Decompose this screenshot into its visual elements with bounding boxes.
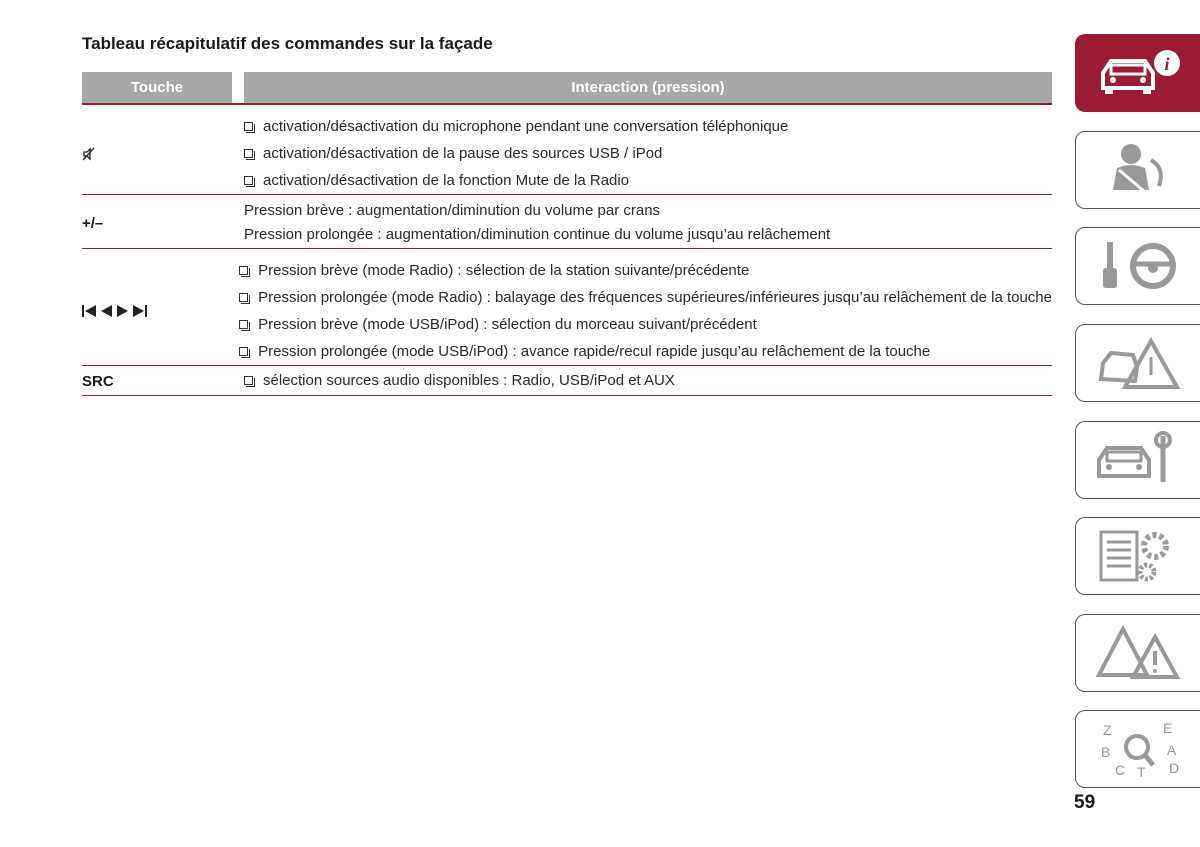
table-row <box>82 366 1052 396</box>
table-row <box>82 105 1052 195</box>
key-cell <box>82 257 239 365</box>
action-cell <box>239 257 1052 365</box>
tab-car-info[interactable] <box>1075 34 1200 112</box>
list-item: Pression prolongée : augmentation/diminution continue du volume jusqu’au relâchement <box>244 225 831 243</box>
tab-starting[interactable] <box>1075 227 1200 305</box>
page-number: 59 <box>1074 792 1096 813</box>
list-item: Pression prolongée (mode USB/iPod) : avance rapide/recul rapide jusqu’au relâchement de la touche <box>239 338 1052 365</box>
svg-text:B: B <box>1101 744 1111 760</box>
page-title: Tableau récapitulatif des commandes sur la façade <box>82 34 493 53</box>
list-item: Pression brève : augmentation/diminution du volume par crans <box>244 201 661 219</box>
svg-text:D: D <box>1169 760 1180 776</box>
list-item: activation/désactivation de la fonction Mute de la Radio <box>244 167 1052 194</box>
car-info-icon <box>1093 43 1183 103</box>
seatbelt-airbag-icon <box>1093 140 1183 200</box>
controls-table <box>82 72 1052 396</box>
list-item: Pression brève (mode USB/iPod) : sélection du morceau suivant/précédent <box>239 311 1052 338</box>
alphabetical-index-icon <box>1093 719 1183 779</box>
table-row <box>82 195 1052 249</box>
list-item: Pression prolongée (mode Radio) : balayage des fréquences supérieures/inférieures jusqu’au relâchement de la touche <box>239 284 1052 311</box>
key-cell <box>82 113 244 194</box>
key-cell: SRC <box>82 372 114 390</box>
header-key: Touche <box>82 72 232 105</box>
svg-text:T: T <box>1137 764 1146 779</box>
svg-text:E: E <box>1163 720 1173 736</box>
list-item: sélection sources audio disponibles : Radio, USB/iPod et AUX <box>244 367 1052 394</box>
tab-safety[interactable] <box>1075 131 1200 209</box>
key-steering-wheel-icon <box>1093 236 1183 296</box>
list-item: activation/désactivation du microphone pendant une conversation téléphonique <box>244 113 1052 140</box>
tab-warnings[interactable] <box>1075 614 1200 692</box>
list-item: activation/désactivation de la pause des sources USB / iPod <box>244 140 1052 167</box>
svg-text:i: i <box>1164 54 1170 74</box>
warning-triangle-icon <box>1093 623 1183 683</box>
tab-technical[interactable] <box>1075 517 1200 595</box>
action-cell <box>244 113 1052 194</box>
svg-text:A: A <box>1167 742 1177 758</box>
key-cell: +/– <box>82 214 104 232</box>
microphone-mute-icon <box>82 147 96 161</box>
svg-text:Z: Z <box>1103 722 1112 738</box>
checkbox-bullet-icon <box>244 176 253 185</box>
checkbox-bullet-icon <box>239 266 248 275</box>
car-maintenance-icon <box>1093 430 1183 490</box>
header-action: Interaction (pression) <box>244 72 1052 105</box>
car-accident-warning-icon <box>1093 333 1183 393</box>
table-header <box>82 72 1052 105</box>
list-item: Pression brève (mode Radio) : sélection de la station suivante/précédente <box>239 257 1052 284</box>
svg-text:C: C <box>1115 762 1126 778</box>
checkbox-bullet-icon <box>239 320 248 329</box>
previous-next-track-icon <box>82 304 152 318</box>
action-cell <box>244 367 1052 395</box>
table-row <box>82 249 1052 366</box>
specifications-gear-icon <box>1093 526 1183 586</box>
tab-emergency[interactable] <box>1075 324 1200 402</box>
checkbox-bullet-icon <box>244 376 253 385</box>
checkbox-bullet-icon <box>244 122 253 131</box>
tab-index[interactable] <box>1075 710 1200 788</box>
action-cell <box>244 198 1052 248</box>
checkbox-bullet-icon <box>239 347 248 356</box>
checkbox-bullet-icon <box>239 293 248 302</box>
tab-maintenance[interactable] <box>1075 421 1200 499</box>
checkbox-bullet-icon <box>244 149 253 158</box>
